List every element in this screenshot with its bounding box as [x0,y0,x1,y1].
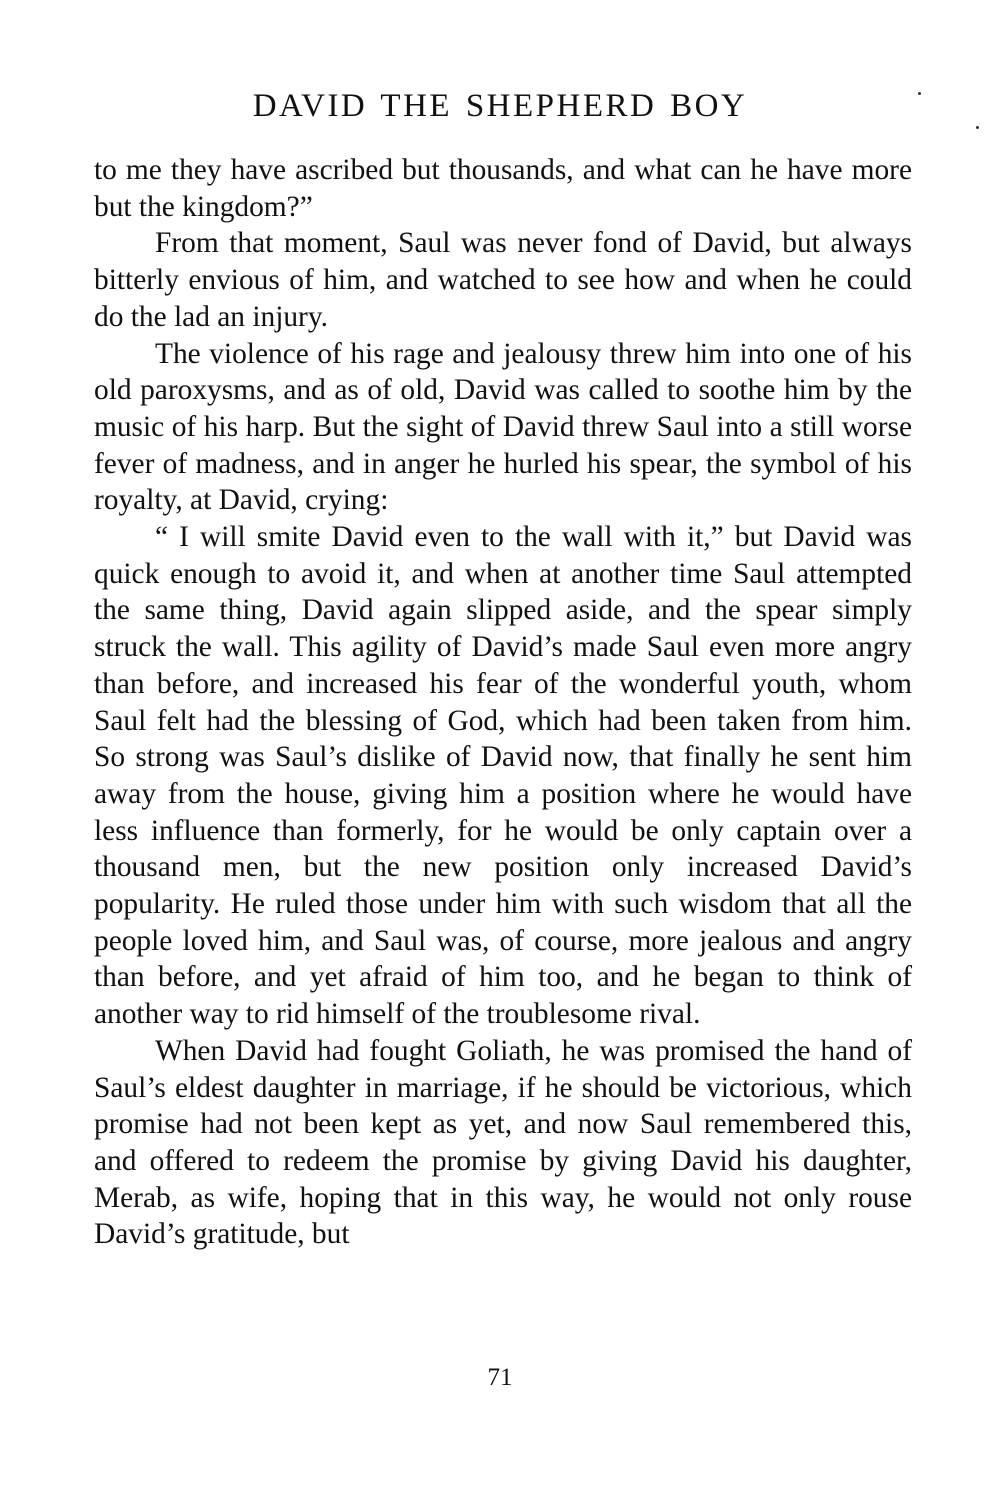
paragraph: When David had fought Goliath, he was promised the hand of Saul’s eldest daughter in marriage, if he should be victorious, which promise had not been kept as yet, and now Saul remembered this, and offered to redeem the promise by giving David his daughter, Merab, as wife, hoping that in this way, he would not only rouse David’s gratitude, but [94,1034,912,1251]
paragraph: The violence of his rage and jealousy threw him into one of his old paroxysms, and as of old, David was called to soothe him by the music of his harp. But the sight of David threw Saul into a still worse fever of madness, and in anger he hurled his spear, the symbol of his royalty, at David, crying: [94,337,912,517]
paragraph: From that moment, Saul was never fond of David, but always bitterly envious of him, and watched to see how and when he could do the lad an injury. [94,227,912,333]
paragraph: “ I will smite David even to the wall with it,” but David was quick enough to avoid it, and when at another time Saul attempted the same thing, David again slipped aside, and the spear simply struck the wall. This agility of David’s made Saul even more angry than before, and increased his fear of the wonderful youth, whom Saul felt had the blessing of God, which had been taken from him. So strong was Saul’s dislike of David now, that finally he sent him away from the house, giving him a position where he would have less influence than formerly, for he would be only captain over a thousand men, but the new position only increased David’s popularity. He ruled those under him with such wisdom that all the people loved him, and Saul was, of course, more jealous and angry than before, and yet afraid of him too, and he began to think of another way to rid himself of the troublesome rival. [94,521,912,1031]
body-text [94,152,912,1253]
running-head: DAVID THE SHEPHERD BOY [252,88,748,124]
page-number: 71 [487,1364,513,1391]
paragraph-continuation: to me they have ascribed but thousands, and what can he have more but the kingdom?” [94,154,912,223]
scan-speck [976,126,979,129]
scan-speck [918,92,921,95]
